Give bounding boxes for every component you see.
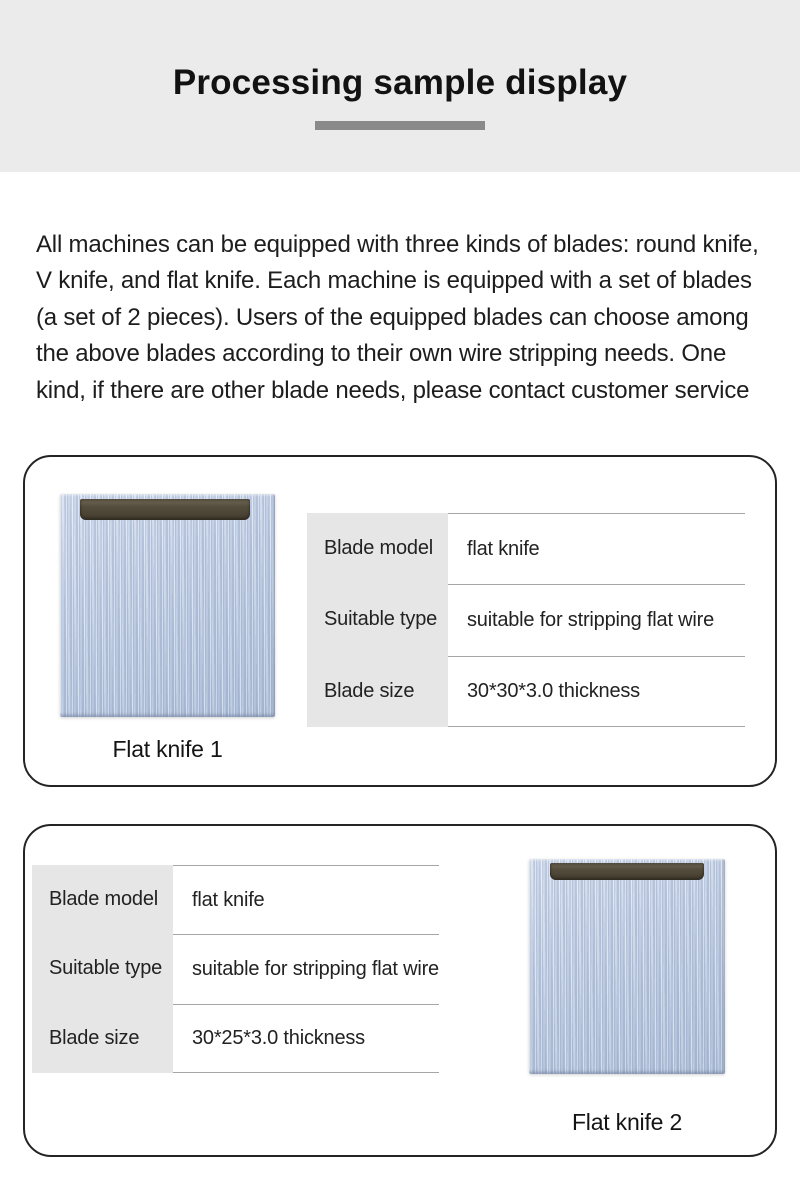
intro-line: kind, if there are other blade needs, please contact customer service <box>36 376 750 404</box>
spec-value: flat knife <box>448 513 745 584</box>
spec-row <box>307 656 745 727</box>
blade-mounting-slot <box>80 499 250 520</box>
spec-table-1 <box>307 513 745 727</box>
blade-photo-1 <box>60 494 275 717</box>
intro-line: (a set of 2 pieces). Users of the equipped blades can choose among <box>36 303 749 331</box>
spec-row <box>32 1004 439 1073</box>
intro-line: All machines can be equipped with three kinds of blades: round knife, <box>36 231 759 258</box>
blade-photo-2 <box>529 859 725 1074</box>
blade-caption-1: Flat knife 1 <box>112 736 223 762</box>
blade-caption-2: Flat knife 2 <box>571 1109 683 1135</box>
spec-label: Blade model <box>32 865 173 934</box>
spec-label: Blade size <box>307 656 448 727</box>
spec-value: 30*30*3.0 thickness <box>448 656 745 727</box>
blade-mounting-slot <box>550 863 704 880</box>
spec-label: Blade size <box>32 1004 173 1073</box>
spec-value: suitable for stripping flat wire <box>173 934 439 1003</box>
spec-value: flat knife <box>173 865 439 934</box>
spec-row <box>32 865 439 934</box>
spec-row <box>307 513 745 584</box>
page-title: Processing sample display <box>172 63 628 102</box>
spec-label: Blade model <box>307 513 448 584</box>
spec-row <box>32 934 439 1003</box>
blade-card-1 <box>23 455 777 787</box>
spec-value: 30*25*3.0 thickness <box>173 1004 439 1073</box>
spec-label: Suitable type <box>32 934 173 1003</box>
spec-row <box>307 584 745 655</box>
intro-paragraph <box>36 227 778 409</box>
intro-line: the above blades according to their own wire stripping needs. One <box>36 340 727 368</box>
title-underline-bar <box>315 121 485 130</box>
spec-table-2 <box>32 865 439 1073</box>
header-banner <box>0 0 800 172</box>
spec-label: Suitable type <box>307 584 448 655</box>
blade-card-2 <box>23 824 777 1157</box>
spec-value: suitable for stripping flat wire <box>448 584 745 655</box>
intro-line: V knife, and flat knife. Each machine is equipped with a set of blades <box>36 267 752 295</box>
